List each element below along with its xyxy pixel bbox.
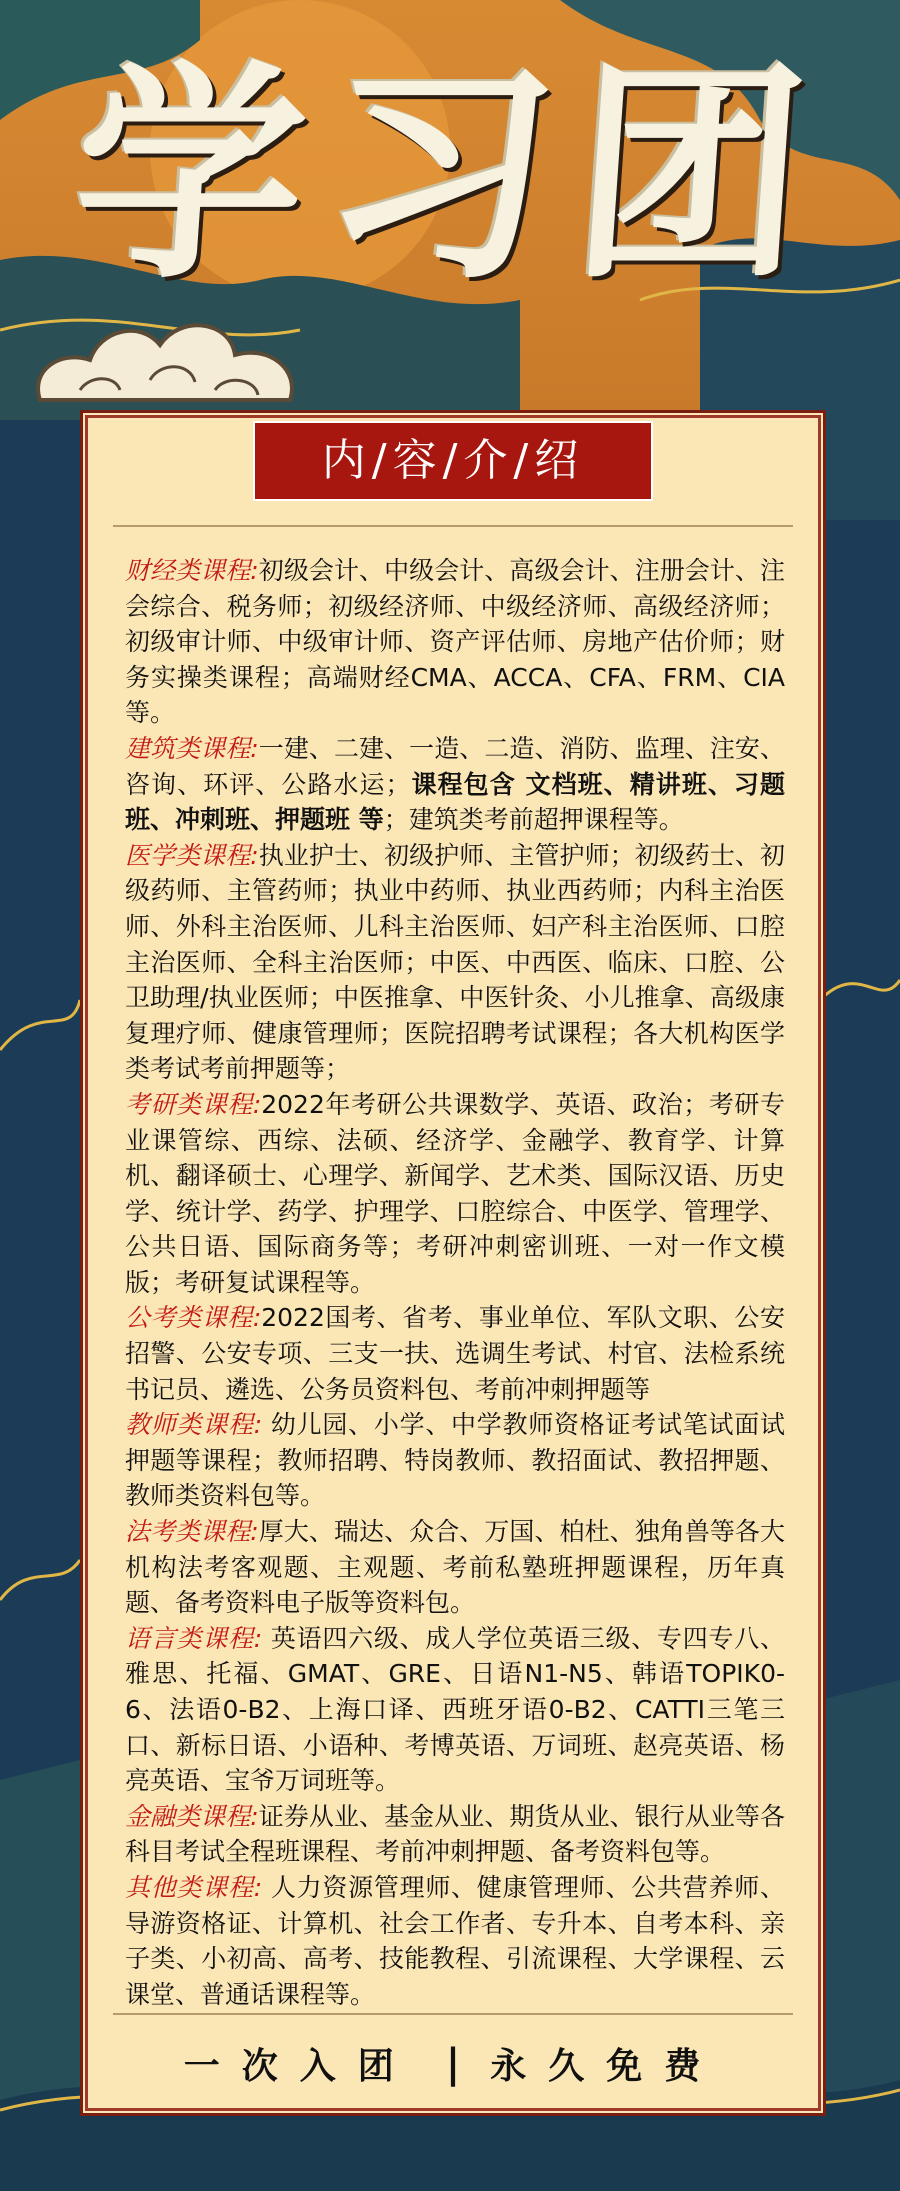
- footer-separator: |: [445, 2039, 461, 2087]
- course-section-finance-industry: [125, 1799, 785, 1870]
- course-list: [125, 553, 785, 2012]
- title-area: [0, 20, 900, 320]
- category-label: 语言类课程:: [125, 1623, 263, 1653]
- category-text: 初级会计、中级会计、高级会计、注册会计、注会综合、税务师；初级经济师、中级经济师、高级经济师；初级审计师、中级审计师、资产评估师、房地产估价师；财务实操类课程；高端财经CMA、ACCA、CFA、FRM、CIA等。: [125, 556, 785, 728]
- course-section-civil-service: [125, 1300, 785, 1407]
- course-section-law: [125, 1514, 785, 1621]
- course-section-postgrad: [125, 1087, 785, 1301]
- category-text: 人力资源管理师、健康管理师、公共营养师、导游资格证、计算机、社会工作者、专升本、自考本科、亲子类、小初高、高考、技能教程、引流课程、大学课程、云课堂、普通话课程等。: [125, 1872, 785, 2009]
- footer-left: 一次入团: [183, 2044, 416, 2087]
- category-text: 幼儿园、小学、中学教师资格证考试笔试面试押题等课程；教师招聘、特岗教师、教招面试、教招押题、教师类资料包等。: [125, 1410, 785, 1511]
- category-text: 2022年考研公共课数学、英语、政治；考研专业课管综、西综、法硕、经济学、金融学、教育学、计算机、翻译硕士、心理学、新闻学、艺术类、国际汉语、历史学、统计学、药学、护理学、口腔综合、中医学、管理学、公共日语、国际商务等；考研冲刺密训班、一对一作文模版；考研复试课程等。: [125, 1089, 785, 1297]
- category-label: 公考类课程:: [125, 1303, 262, 1333]
- category-label: 法考类课程:: [125, 1517, 259, 1547]
- category-text: 一建、二建、一造、二造、消防、监理、注安、咨询、环评、公路水运；: [125, 733, 785, 799]
- content-panel: [80, 410, 826, 2116]
- course-section-other: [125, 1870, 785, 2012]
- course-section-medical: [125, 838, 785, 1087]
- category-highlight: 课程包含 文档班、精讲班、习题班、冲刺班、押题班 等: [125, 769, 785, 835]
- category-label: 医学类课程:: [125, 840, 259, 870]
- category-label: 金融类课程:: [125, 1801, 259, 1831]
- category-label: 建筑类课程:: [125, 733, 259, 763]
- category-text: 证券从业、基金从业、期货从业、银行从业等各科目考试全程班课程、考前冲刺押题、备考资料包等。: [125, 1801, 785, 1867]
- course-section-language: [125, 1621, 785, 1799]
- category-text: 执业护士、初级护师、主管护师；初级药士、初级药师、主管药师；执业中药师、执业西药师；内科主治医师、外科主治医师、儿科主治医师、妇产科主治医师、口腔主治医师、全科主治医师；中医、中西医、临床、口腔、公卫助理/执业医师；中医推拿、中医针灸、小儿推拿、高级康复理疗师、健康管理师；医院招聘考试课程；各大机构医学类考试考前押题等；: [125, 840, 785, 1084]
- category-label: 教师类课程:: [125, 1410, 263, 1440]
- category-label: 其他类课程:: [125, 1872, 263, 1902]
- course-section-construction: [125, 731, 785, 838]
- bottom-divider: [113, 2013, 793, 2015]
- top-divider: [113, 525, 793, 527]
- cloud-ornament-icon: [20, 290, 320, 430]
- footer-right: 永久免费: [490, 2044, 723, 2087]
- category-text: 2022国考、省考、事业单位、军队文职、公安招警、公安专项、三支一扶、选调生考试、村官、法检系统书记员、遴选、公务员资料包、考前冲刺押题等: [125, 1303, 785, 1404]
- category-text-after: ；建筑类考前超押课程等。: [383, 805, 684, 835]
- section-header: 内/容/介/绍: [253, 421, 653, 501]
- course-section-finance: [125, 553, 785, 731]
- page-title: 学习团: [65, 40, 835, 310]
- category-text: 英语四六级、成人学位英语三级、专四专八、雅思、托福、GMAT、GRE、日语N1-N5、韩语TOPIK0-6、法语0-B2、上海口译、西班牙语0-B2、CATTI三笔三口、新标日语、小语种、考博英语、万词班、赵亮英语、杨亮英语、宝爷万词班等。: [125, 1623, 785, 1796]
- footer-slogan: [83, 2023, 823, 2103]
- category-text: 厚大、瑞达、众合、万国、柏杜、独角兽等各大机构法考客观题、主观题、考前私塾班押题课程，历年真题、备考资料电子版等资料包。: [125, 1517, 785, 1618]
- category-label: 考研类课程:: [125, 1089, 262, 1119]
- category-label: 财经类课程:: [125, 556, 259, 585]
- course-section-teacher: [125, 1407, 785, 1514]
